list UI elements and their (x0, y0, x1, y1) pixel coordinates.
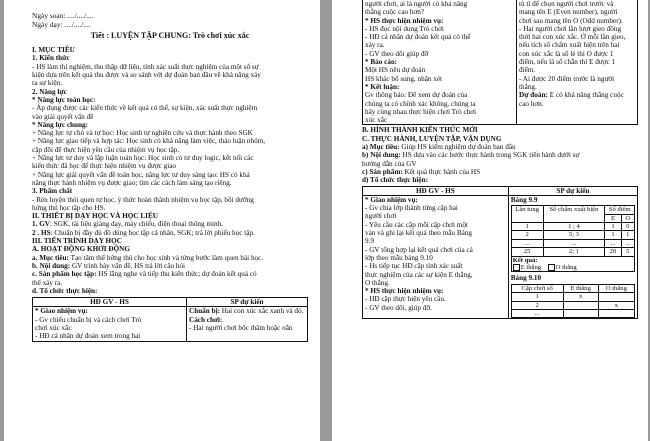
table-9-9-header-o: O (621, 214, 634, 222)
checkbox-o[interactable] (548, 264, 555, 271)
activity-table-c (362, 186, 638, 320)
goal-line (32, 254, 308, 262)
table-9-9-header-roll: Lần tung (511, 206, 543, 223)
table-9-9-header-points: Số điểm (605, 206, 635, 214)
prediction-label: Dự đoán: (519, 91, 548, 100)
skill-specific-line: - Áp dụng được các kiến thức về kết quả có thể, sự kiện, xác suất thực nghiệm (32, 104, 258, 113)
goal-line (362, 143, 638, 151)
table-9-9-title: Bảng 9.9 (510, 195, 538, 204)
table-cell: x (563, 293, 598, 301)
knowledge-line: - HS làm thí nghiệm, thu thập dữ liệu, tính xác suất thực nghiệm của một số sự (32, 62, 259, 71)
product-line (362, 168, 638, 176)
task-line: - Hs tiếp tục HĐ cặp tính xác suất (365, 262, 463, 271)
goal-label: a. Mục tiêu: (32, 253, 69, 262)
equipment-hs-label: 2 . HS (32, 228, 51, 237)
activity-cell-continued (363, 0, 517, 125)
section-b: B. HÌNH THÀNH KIẾN THỨC MỚI (362, 126, 478, 135)
table-9-9-header-dots: Số chấm xuất hiện (543, 206, 605, 223)
product-line-2: thể xảy ra. (32, 278, 63, 287)
rules-line: nếu tích số chấm xuất hiện trên hai (519, 41, 620, 50)
product-line (32, 270, 308, 278)
product-cell-continued (517, 0, 638, 125)
table-header-activity: HĐ GV - HS (363, 186, 509, 195)
table-9-10 (511, 284, 635, 319)
rules-line: con xúc xắc là số lẻ thì O được 1 (519, 49, 614, 58)
conclusion-line: Gv thông báo: Để xem dự đoán của (365, 91, 468, 100)
qualities-line: - Rèn luyện thói quen tự học, ý thức hoàn thành nhiệm vụ học tập, bồi dưỡng (32, 195, 254, 204)
table-cell (563, 301, 598, 309)
section-equipment: II. THIẾT BỊ DẠY HỌC VÀ HỌC LIỆU (32, 212, 158, 221)
task-line: người chơi (365, 212, 397, 221)
table-cell: ... (511, 309, 563, 317)
do-task-heading: * HS thực hiện nhiệm vụ: (365, 287, 444, 296)
table-cell: 2; 1 (543, 248, 605, 256)
skill-specific-line: vào giải quyết vấn đề (32, 112, 94, 121)
rules-line: điểm. (519, 66, 536, 75)
result-row (511, 256, 634, 272)
table-row (511, 239, 634, 247)
prep-line (189, 307, 305, 315)
equipment-hs (32, 229, 308, 237)
organization-label: d) Tổ chức thực hiện: (362, 176, 428, 185)
table-cell (563, 309, 598, 317)
table-cell: 1 (605, 222, 621, 230)
table-cell: ... (511, 239, 543, 247)
table-cell: 5; 3 (543, 231, 605, 239)
table-9-9-header-e: E (605, 214, 621, 222)
activity-table-a (32, 297, 308, 341)
section-activity-a: A. HOẠT ĐỘNG KHỞI ĐỘNG (32, 245, 130, 254)
do-task-line: - HĐ cặp thực hiện yêu cầu. (365, 295, 446, 304)
table-cell (598, 293, 634, 301)
equipment-gv-text: : SGK, tài liệu giảng dạy, máy chiếu, điện thoại thông minh. (49, 220, 223, 229)
task-line: - GV tổng hợp lại kết quả chơi của cả (365, 245, 473, 254)
table-cell: 2 (511, 301, 563, 309)
howto-label: Cách chơi: (189, 315, 223, 324)
qualities-line: hứng thú học tập cho HS. (32, 203, 106, 212)
do-task-line: xảy ra. (365, 41, 385, 50)
lesson-title: Tiết : LUYỆN TẬP CHUNG: Trò chơi xúc xắc (90, 31, 250, 41)
product-label: c. Sản phẩm học tập: (32, 270, 97, 279)
skill-general-line: kiến thức đã học để thực hiện nhiệm vụ được giao (32, 162, 177, 171)
skill-specific-heading: * Năng lực toán học: (32, 95, 96, 104)
product-text: HS lắng nghe và tiếp thu kiến thức; dự đoán kết quả có (96, 270, 257, 279)
task-line: O thắng. (365, 278, 390, 287)
goal-text: Tạo tâm thế hứng thú cho học sinh và từng bước làm quen bài học. (68, 253, 264, 262)
continued-line: người chơi, ai là người có khả năng (365, 0, 468, 8)
content-text: GV trình bày vấn đề, HS trả lời câu hỏi (70, 261, 186, 270)
left-page (4, 0, 320, 441)
date-teach: Ngày dạy: ..../..../.... (32, 19, 91, 29)
product-text: Kết quả thực hành của HS (402, 167, 481, 176)
rules-line: chơi sau mang tên O (Odd number). (519, 16, 623, 25)
do-task-line: - GV theo dõi, giúp đỡ. (365, 303, 432, 312)
equipment-hs-text: : Chuẩn bị đầy đủ đồ dùng học tập cá nhân, SGK; trả lời phiếu học tập. (50, 228, 255, 237)
section-skills: 2. Năng lực (32, 87, 67, 96)
result-e-label: E thắng (520, 263, 542, 271)
content-label: b) Nội dung: (362, 151, 401, 160)
task-line: chơi xúc xắc (35, 323, 72, 332)
table-cell: x (598, 301, 634, 309)
howto-text: - Hai người chơi bốc thăm hoặc oẳn (189, 323, 293, 332)
section-objectives: I. MỤC TIÊU (32, 46, 75, 55)
task-heading: * Giao nhiệm vụ: (35, 307, 88, 316)
table-cell: 1 (605, 231, 621, 239)
activity-cell (363, 195, 509, 318)
prep-text: Hai con xúc xắc xanh và đỏ. (219, 307, 304, 316)
content-label: b. Nội dung: (32, 261, 71, 270)
report-heading: * Báo cáo: (365, 58, 397, 67)
rules-line: điểm, nếu là số chẵn thì E được 1 (519, 58, 616, 67)
conclusion-line: xúc xắc (365, 116, 388, 125)
table-cell: 20 (605, 248, 621, 256)
section-c: C. THỰC HÀNH, LUYỆN TẬP, VẬN DỤNG (362, 134, 502, 143)
table-cell: 1 (511, 293, 563, 301)
content-text: HS dựa vào các bước thực hành trong SGK tiến hành dưới sự (400, 151, 580, 160)
table-row (511, 222, 634, 230)
skill-general-line: + Năng lực tự chủ và tự học: Học sinh tự nghiên cứu và thực hành theo SGK (32, 129, 253, 138)
table-cell: 2 (511, 231, 543, 239)
task-line: - Yêu cầu các cặp mỗi cặp chơi một (365, 220, 468, 229)
table-cell: 1 (621, 231, 634, 239)
table-cell (598, 309, 634, 317)
prediction-line (519, 91, 635, 99)
table-row (511, 248, 634, 256)
task-line: thực nghiệm của các sự kiện E thắng, (365, 270, 473, 279)
conclusion-heading: * Kết luận: (365, 82, 400, 91)
prediction-text: E có khả năng thắng cuộc (549, 91, 624, 100)
rules-line: - Ai được 20 điểm trước là người (519, 74, 615, 83)
table-cell: ... (543, 239, 605, 247)
product-cell (508, 195, 637, 318)
skill-general-line: cặp đôi để thực hiện yêu cầu của nhiệm vụ học tập. (32, 145, 180, 154)
table-cell: 5 (621, 248, 634, 256)
skill-general-line: + Năng lực tư duy và lập luận toán học: Học sinh có tư duy logic, kết nối các (32, 154, 254, 163)
table-9-10-header-e: E thắng (563, 284, 598, 292)
conclusion-line: chúng ta có chính xác không, chúng ta (365, 99, 476, 108)
checkbox-e[interactable] (513, 264, 520, 271)
table-cell: 1 (511, 222, 543, 230)
prep-label: Chuẩn bị: (189, 307, 220, 316)
rules-line: mang tên E (Even number), người (519, 8, 618, 17)
task-heading: * Giao nhiệm vụ: (365, 195, 418, 204)
activity-cell (33, 307, 187, 341)
table-header-product: SP dự kiến (187, 298, 308, 307)
equipment-gv (32, 220, 308, 228)
rules-line: thắng. (519, 82, 537, 91)
table-cell: 25 (511, 248, 543, 256)
task-line: 9.9 (365, 237, 374, 246)
product-label: c) Sản phẩm: (362, 167, 403, 176)
table-cell: ... (605, 239, 621, 247)
table-9-9 (511, 205, 635, 272)
do-task-line: - HĐ cá nhân dự đoán kết quả có thể (365, 33, 471, 42)
equipment-gv-label: 1. GV (32, 220, 50, 229)
knowledge-line: kiện dựa trên kết quả thu được và so sánh với dự đoán ban đầu về khả năng xảy (32, 71, 261, 80)
date-prepare: Ngày soạn: ..../..../.... (32, 11, 94, 20)
task-line: - HĐ cá nhân dự đoán xem trong hai (35, 332, 141, 341)
activity-table-a-continued (362, 0, 638, 125)
section-qualities: 3. Phẩm chất (32, 187, 73, 196)
table-row (511, 293, 634, 301)
table-cell: 1 ; 4 (543, 222, 605, 230)
prediction-line-2: cao hơn. (519, 99, 544, 108)
table-9-10-header-o: O thắng (598, 284, 634, 292)
skill-general-line: + Năng lực giao tiếp và hợp tác: Học sinh có khả năng làm việc, thảo luận nhóm, (32, 137, 266, 146)
report-line: Một HS nêu dự đoán (365, 66, 426, 75)
right-page (332, 0, 648, 441)
result-o-label: O thắng (555, 263, 577, 271)
skill-general-line: + Năng lực giải quyết vấn đề toán học, năng lực tư duy sáng tạo: HS có khả (32, 170, 250, 179)
conclusion-line: hãy cùng nhau thực hiện chơi Trò chơi (365, 107, 477, 116)
table-header-product: SP dự kiến (508, 186, 637, 195)
knowledge-line: ra sự kiện. (32, 79, 63, 88)
section-process: III. TIẾN TRÌNH DẠY HỌC (32, 237, 122, 246)
organization-label: d. Tổ chức thực hiện: (32, 286, 98, 295)
goal-label: a) Mục tiêu: (362, 143, 400, 152)
task-line: - Gv chiếu chuẩn bị và cách chơi Trò (35, 315, 142, 324)
table-header-activity: HĐ GV - HS (33, 298, 187, 307)
product-cell (187, 307, 308, 341)
content-line (362, 151, 638, 159)
rules-line: tù tì để chọn người chơi trước và (519, 0, 614, 8)
do-task-heading: * HS thực hiện nhiệm vụ: (365, 16, 444, 25)
table-row (511, 301, 634, 309)
table-row (511, 309, 634, 317)
do-task-line: - HS đọc nội dung Trò chơi (365, 24, 444, 33)
skill-general-heading: * Năng lực chung: (32, 120, 89, 129)
table-row (511, 231, 634, 239)
goal-text: Giúp HS kiểm nghiệm dự đoán ban đầu (399, 143, 516, 152)
continued-line: thắng cuộc cao hơn? (365, 8, 425, 17)
rules-line: thời hai con xúc xắc. Ở mỗi lần gieo, (519, 33, 626, 42)
rules-line: - Hai người chơi lần lượt gieo đồng (519, 24, 622, 33)
table-9-10-header-pair: Cặp chơi số (511, 284, 563, 292)
task-line: lớp theo mẫu bảng 9.10 (365, 253, 433, 262)
table-cell: 0 (621, 222, 634, 230)
content-line-2: hướng dẫn của GV (362, 159, 417, 168)
table-cell: ... (621, 239, 634, 247)
report-line: HS khác bổ sung, nhận xét (365, 74, 443, 83)
do-task-line: - GV theo dõi giúp đỡ (365, 49, 429, 58)
result-label: Kết quả: (512, 256, 538, 264)
skill-general-line: năng thực hành nhiệm vụ được giao; tìm các cách làm sáng tạo riêng. (32, 178, 232, 187)
section-knowledge: 1. Kiến thức (32, 54, 70, 63)
task-line: - Gv chia lớp thành từng cặp hai (365, 204, 458, 213)
content-line (32, 262, 308, 270)
task-line: ván và ghi lại kết quả theo mẫu Bảng (365, 229, 472, 238)
table-9-10-title: Bảng 9.10 (510, 274, 542, 283)
